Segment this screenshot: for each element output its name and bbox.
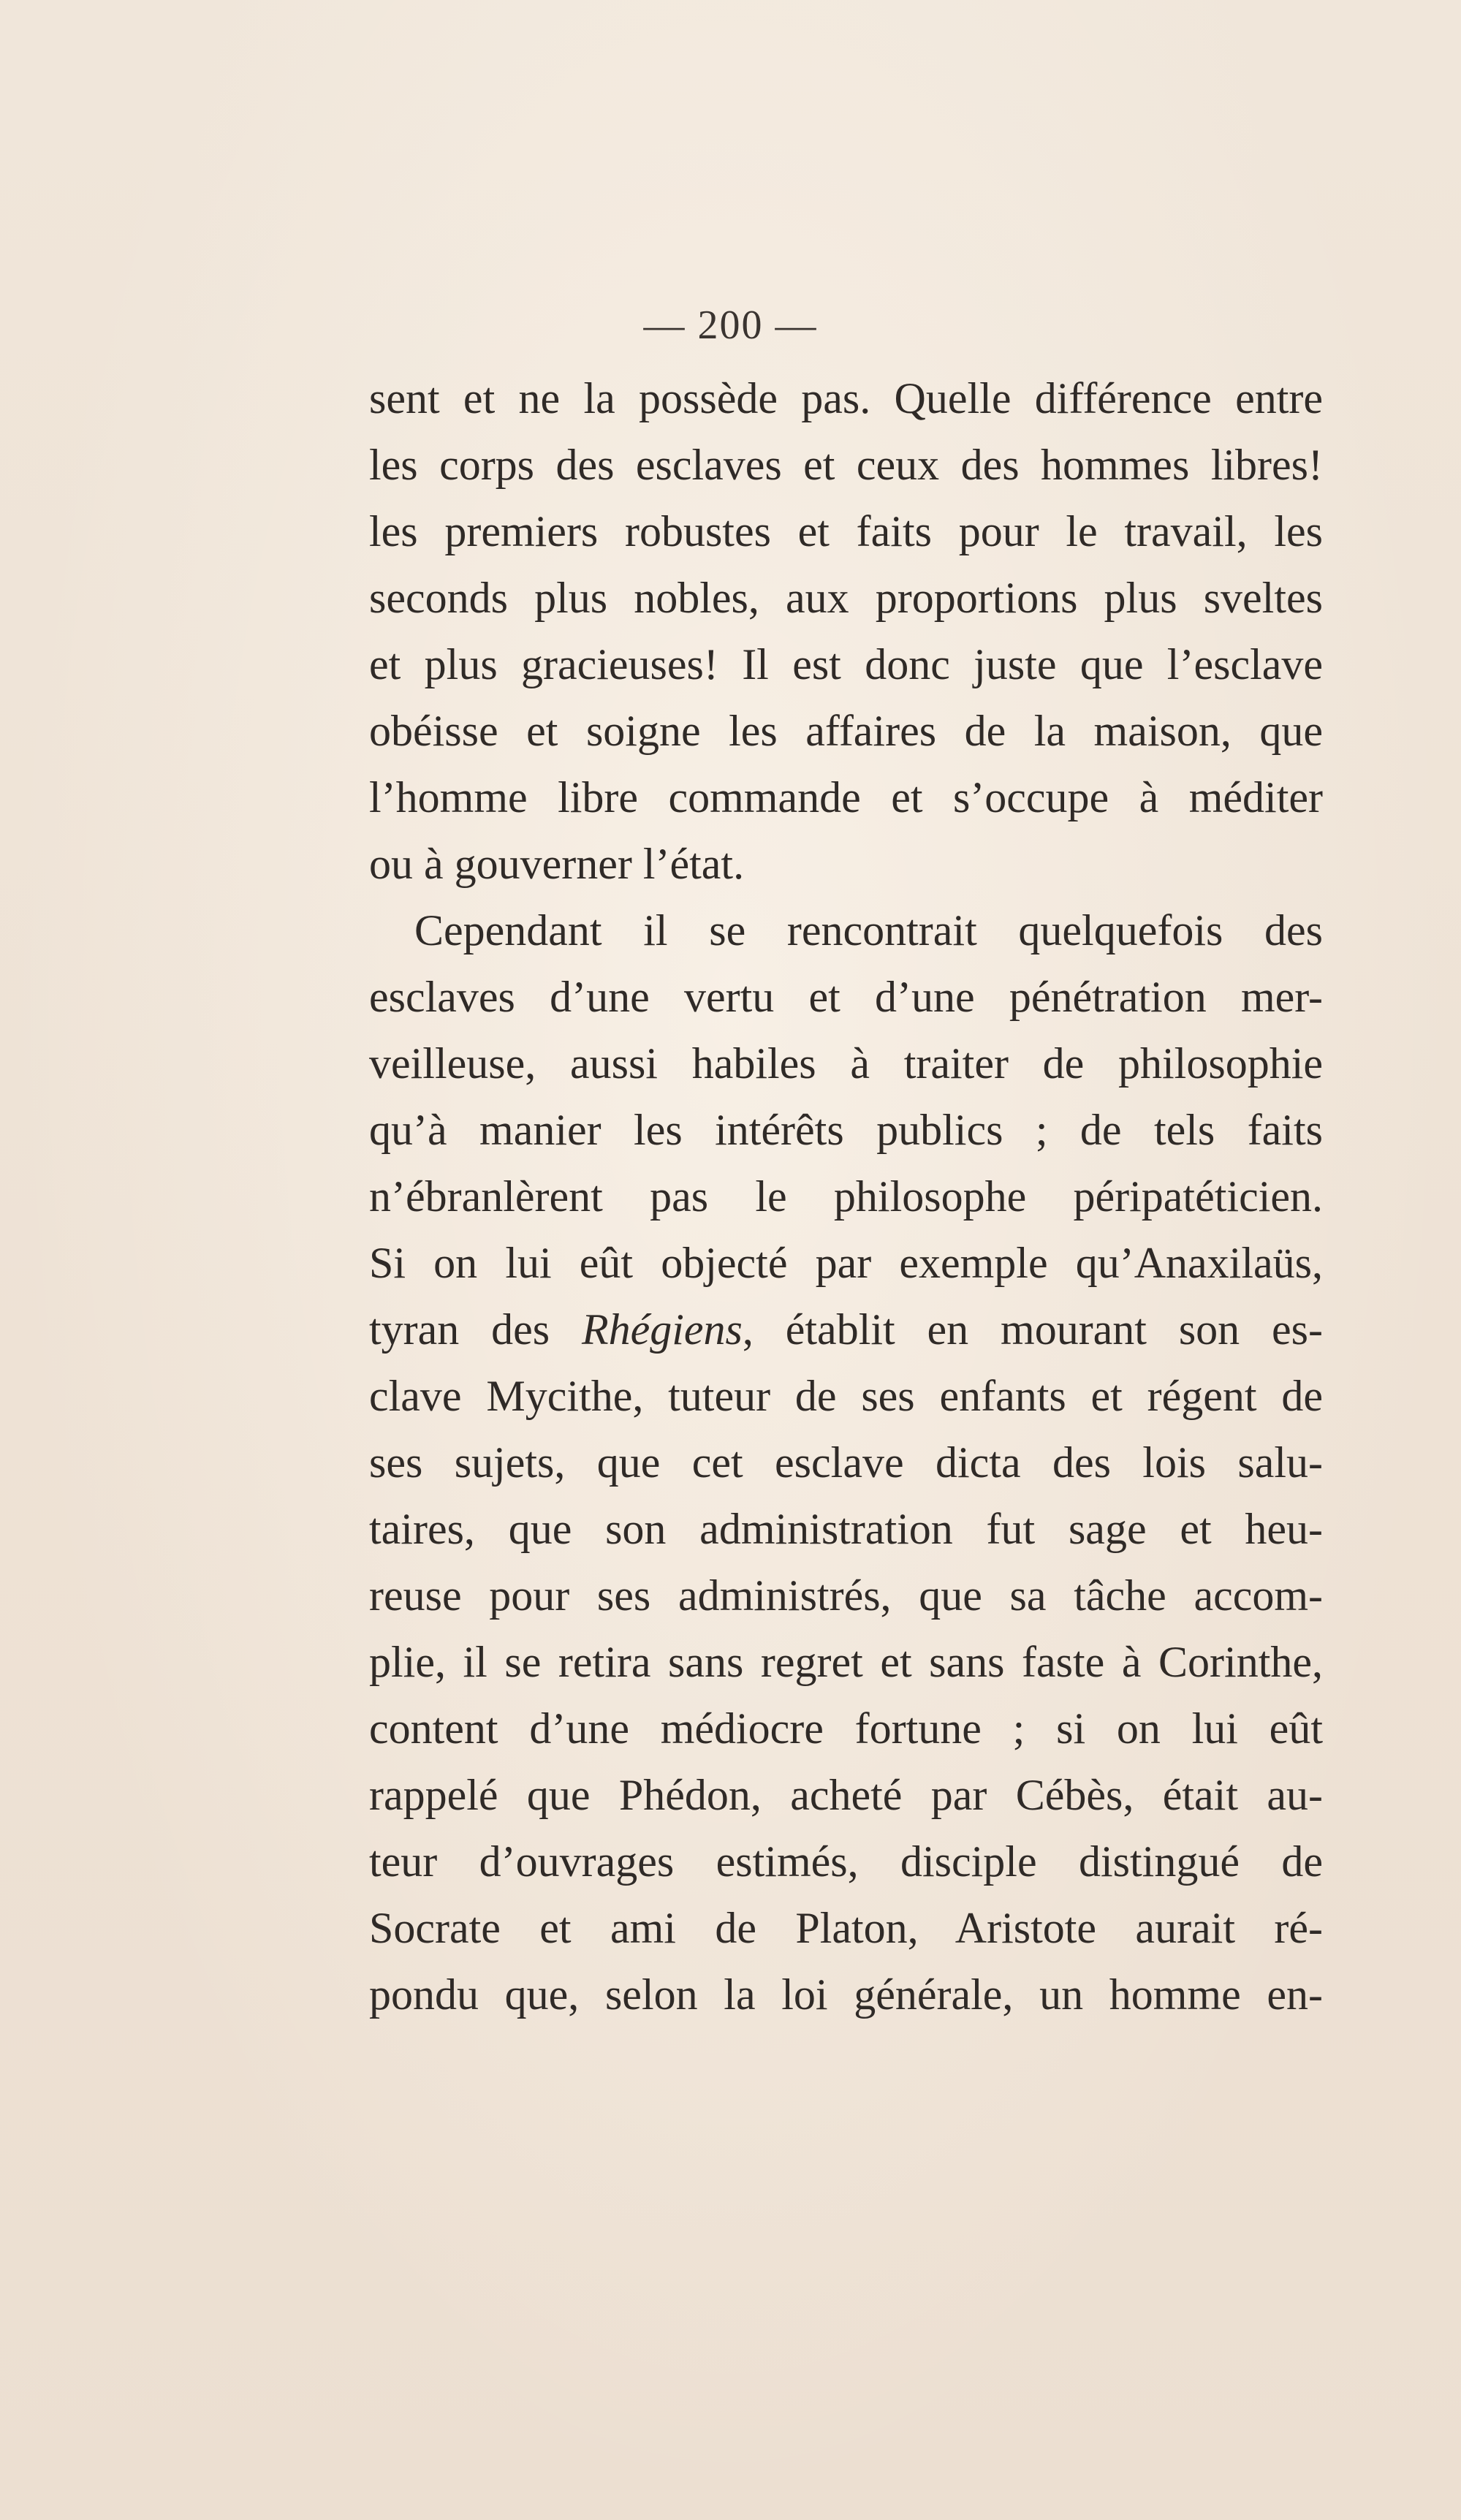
text-line: obéisse et soigne les affaires de la maison, que (369, 707, 1323, 755)
text-line: veilleuse, aussi habiles à traiter de philosophie (369, 1039, 1323, 1088)
text-line: ou à gouverner l’état. (369, 840, 745, 888)
text-line: ses sujets, que cet esclave dicta des lois salu- (369, 1438, 1323, 1487)
text-line: reuse pour ses administrés, que sa tâche accom- (369, 1571, 1323, 1620)
text-line: clave Mycithe, tuteur de ses enfants et régent de (369, 1372, 1323, 1420)
text-line: sent et ne la possède pas. Quelle différence entre (369, 374, 1323, 422)
page-number: — 200 — (643, 303, 818, 348)
body-text (369, 365, 1323, 2028)
text-line: n’ébranlèrent pas le philosophe péripatéticien. (369, 1172, 1323, 1221)
text-line: teur d’ouvrages estimés, disciple distingué de (369, 1837, 1323, 1886)
text-line: et plus gracieuses! Il est donc juste que l’esclave (369, 640, 1323, 688)
text-line: plie, il se retira sans regret et sans faste à Corinthe, (369, 1638, 1323, 1686)
text-line: Socrate et ami de Platon, Aristote aurait ré- (369, 1904, 1323, 1952)
text-line: qu’à manier les intérêts publics ; de tels faits (369, 1106, 1323, 1154)
text-line-rhegiens (369, 1297, 1323, 1363)
text-line: content d’une médiocre fortune ; si on lui eût (369, 1704, 1323, 1753)
text-line: l’homme libre commande et s’occupe à méditer (369, 773, 1323, 821)
text-line: Cependant il se rencontrait quelquefois des (414, 906, 1323, 955)
text-line: esclaves d’une vertu et d’une pénétration mer- (369, 973, 1323, 1021)
text-line: pondu que, selon la loi générale, un homme en- (369, 1970, 1323, 2019)
text-line: les corps des esclaves et ceux des hommes libres! (369, 441, 1323, 489)
text-segment: tyran des (369, 1305, 582, 1354)
italic-word: Rhégiens (581, 1305, 743, 1354)
text-line: taires, que son administration fut sage et heu- (369, 1505, 1323, 1553)
text-line: Si on lui eût objecté par exemple qu’Anaxilaüs, (369, 1239, 1323, 1287)
text-line: les premiers robustes et faits pour le travail, les (369, 507, 1323, 555)
text-line: rappelé que Phédon, acheté par Cébès, était au- (369, 1771, 1323, 1819)
text-line: seconds plus nobles, aux proportions plus sveltes (369, 574, 1323, 622)
text-segment: , établit en mourant son es- (742, 1305, 1323, 1354)
